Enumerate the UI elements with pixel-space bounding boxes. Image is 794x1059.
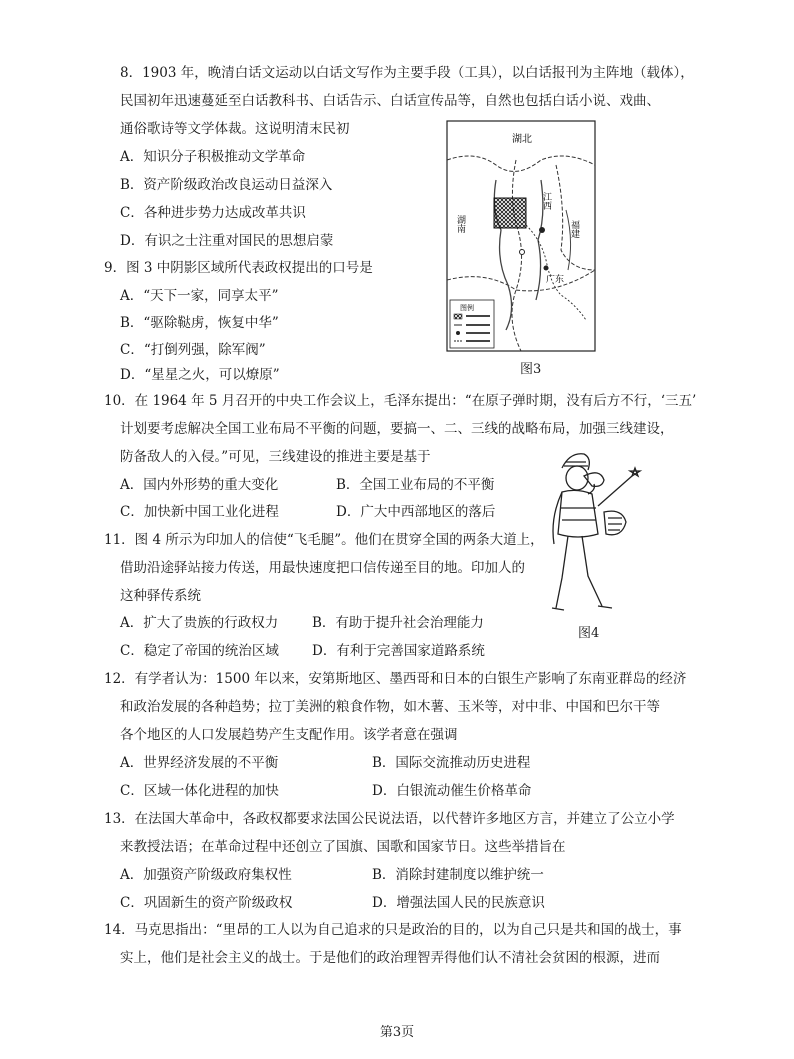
q12-option-d: D．白银流动催生价格革命 bbox=[372, 783, 532, 799]
q13-stem-line1: 13．在法国大革命中，各政权都要求法国公民说法语，以代替许多地区方言，并建立了公立小学 bbox=[104, 811, 675, 827]
q11-stem-line3: 这种驿传系统 bbox=[120, 588, 201, 604]
q9-stem: 9．图 3 中阴影区域所代表政权提出的口号是 bbox=[104, 260, 373, 276]
legend-title: 图例 bbox=[460, 304, 474, 312]
figure-3-caption: 图3 bbox=[520, 362, 542, 377]
q11-option-b: B．有助于提升社会治理能力 bbox=[312, 615, 484, 631]
figure-3-map bbox=[446, 120, 596, 352]
q13-stem-line2: 来教授法语；在革命过程中还创立了国旗、国歌和国家节日。这些举措旨在 bbox=[120, 839, 566, 855]
q10-option-a: A．国内外形势的重大变化 bbox=[120, 477, 279, 493]
q12-stem-line3: 各个地区的人口发展趋势产生支配作用。该学者意在强调 bbox=[120, 727, 458, 743]
q10-option-d: D．广大中西部地区的落后 bbox=[336, 504, 496, 520]
q14-stem-line1: 14．马克思指出：“里昂的工人以为自己追求的只是政治的目的，以为自己只是共和国的战士，事 bbox=[104, 922, 682, 938]
q10-stem-line3: 防备敌人的入侵。”可见，三线建设的推进主要是基于 bbox=[120, 449, 431, 465]
q14-stem-line2: 实上，他们是社会主义的战士。于是他们的政治理智弄得他们认不清社会贫困的根源，进而 bbox=[120, 950, 660, 966]
page-number: 第3页 bbox=[379, 1025, 415, 1040]
q11-option-c: C．稳定了帝国的统治区域 bbox=[120, 643, 279, 659]
q8-option-d: D．有识之士注重对国民的思想启蒙 bbox=[120, 233, 334, 249]
label-hunan: 湖南 bbox=[455, 215, 465, 233]
map-legend bbox=[450, 300, 494, 348]
label-guangdong: 广东 bbox=[546, 275, 565, 285]
q9-option-c: C．“打倒列强，除军阀” bbox=[120, 342, 266, 358]
q10-option-c: C．加快新中国工业化进程 bbox=[120, 504, 279, 520]
figure-4-caption: 图4 bbox=[578, 626, 600, 641]
q11-option-a: A．扩大了贵族的行政权力 bbox=[120, 615, 279, 631]
q12-option-a: A．世界经济发展的不平衡 bbox=[120, 755, 279, 771]
q9-option-a: A．“天下一家，同享太平” bbox=[120, 288, 279, 304]
label-hubei: 湖北 bbox=[512, 134, 532, 145]
q8-stem-line3: 通俗歌诗等文学体裁。这说明清末民初 bbox=[120, 121, 350, 137]
q12-stem-line2: 和政治发展的各种趋势；拉丁美洲的粮食作物，如木薯、玉米等，对中非、中国和巴尔干等 bbox=[120, 699, 660, 715]
q12-option-b: B．国际交流推动历史进程 bbox=[372, 755, 531, 771]
q8-option-a: A．知识分子积极推动文学革命 bbox=[120, 149, 306, 165]
q12-stem-line1: 12．有学者认为：1500 年以来，安第斯地区、墨西哥和日本的白银生产影响了东南亚群岛的经济 bbox=[104, 671, 687, 687]
q8-option-c: C．各种进步势力达成改革共识 bbox=[120, 205, 306, 221]
q13-option-b: B．消除封建制度以维护统一 bbox=[372, 867, 544, 883]
q9-option-d: D．“星星之火，可以燎原” bbox=[120, 367, 280, 383]
q8-stem-line1: 8．1903 年，晚清白话文运动以白话文写作为主要手段（工具），以白话报刊为主阵地（载体）， bbox=[120, 65, 694, 81]
q13-option-c: C．巩固新生的资产阶级政权 bbox=[120, 895, 293, 911]
shaded-region bbox=[494, 198, 526, 228]
q13-option-a: A．加强资产阶级政府集权性 bbox=[120, 867, 292, 883]
q11-stem-line1: 11．图 4 所示为印加人的信使“飞毛腿”。他们在贯穿全国的两条大道上， bbox=[104, 532, 544, 548]
q8-stem-line2: 民国初年迅速蔓延至白话教科书、白话告示、白话宣传品等，自然也包括白话小说、戏曲、 bbox=[120, 93, 660, 109]
q10-stem-line2: 计划要考虑解决全国工业布局不平衡的问题，要搞一、二、三线的战略布局，加强三线建设， bbox=[120, 421, 674, 437]
q9-option-b: B．“驱除鞑虏，恢复中华” bbox=[120, 315, 279, 331]
q10-option-b: B．全国工业布局的不平衡 bbox=[336, 477, 495, 493]
q8-option-b: B．资产阶级政治改良运动日益深入 bbox=[120, 177, 333, 193]
label-jiangxi: 江西 bbox=[541, 192, 551, 210]
q11-option-d: D．有利于完善国家道路系统 bbox=[312, 643, 485, 659]
q11-stem-line2: 借助沿途驿站接力传送，用最快速度把口信传递至目的地。印加人的 bbox=[120, 560, 525, 576]
q12-option-c: C．区域一体化进程的加快 bbox=[120, 783, 279, 799]
q10-stem-line1: 10．在 1964 年 5 月召开的中央工作会议上，毛泽东提出：“在原子弹时期，没有后方不行，‘三五’ bbox=[104, 393, 697, 409]
label-fujian: 福建 bbox=[569, 220, 579, 238]
q13-option-d: D．增强法国人民的民族意识 bbox=[372, 895, 545, 911]
